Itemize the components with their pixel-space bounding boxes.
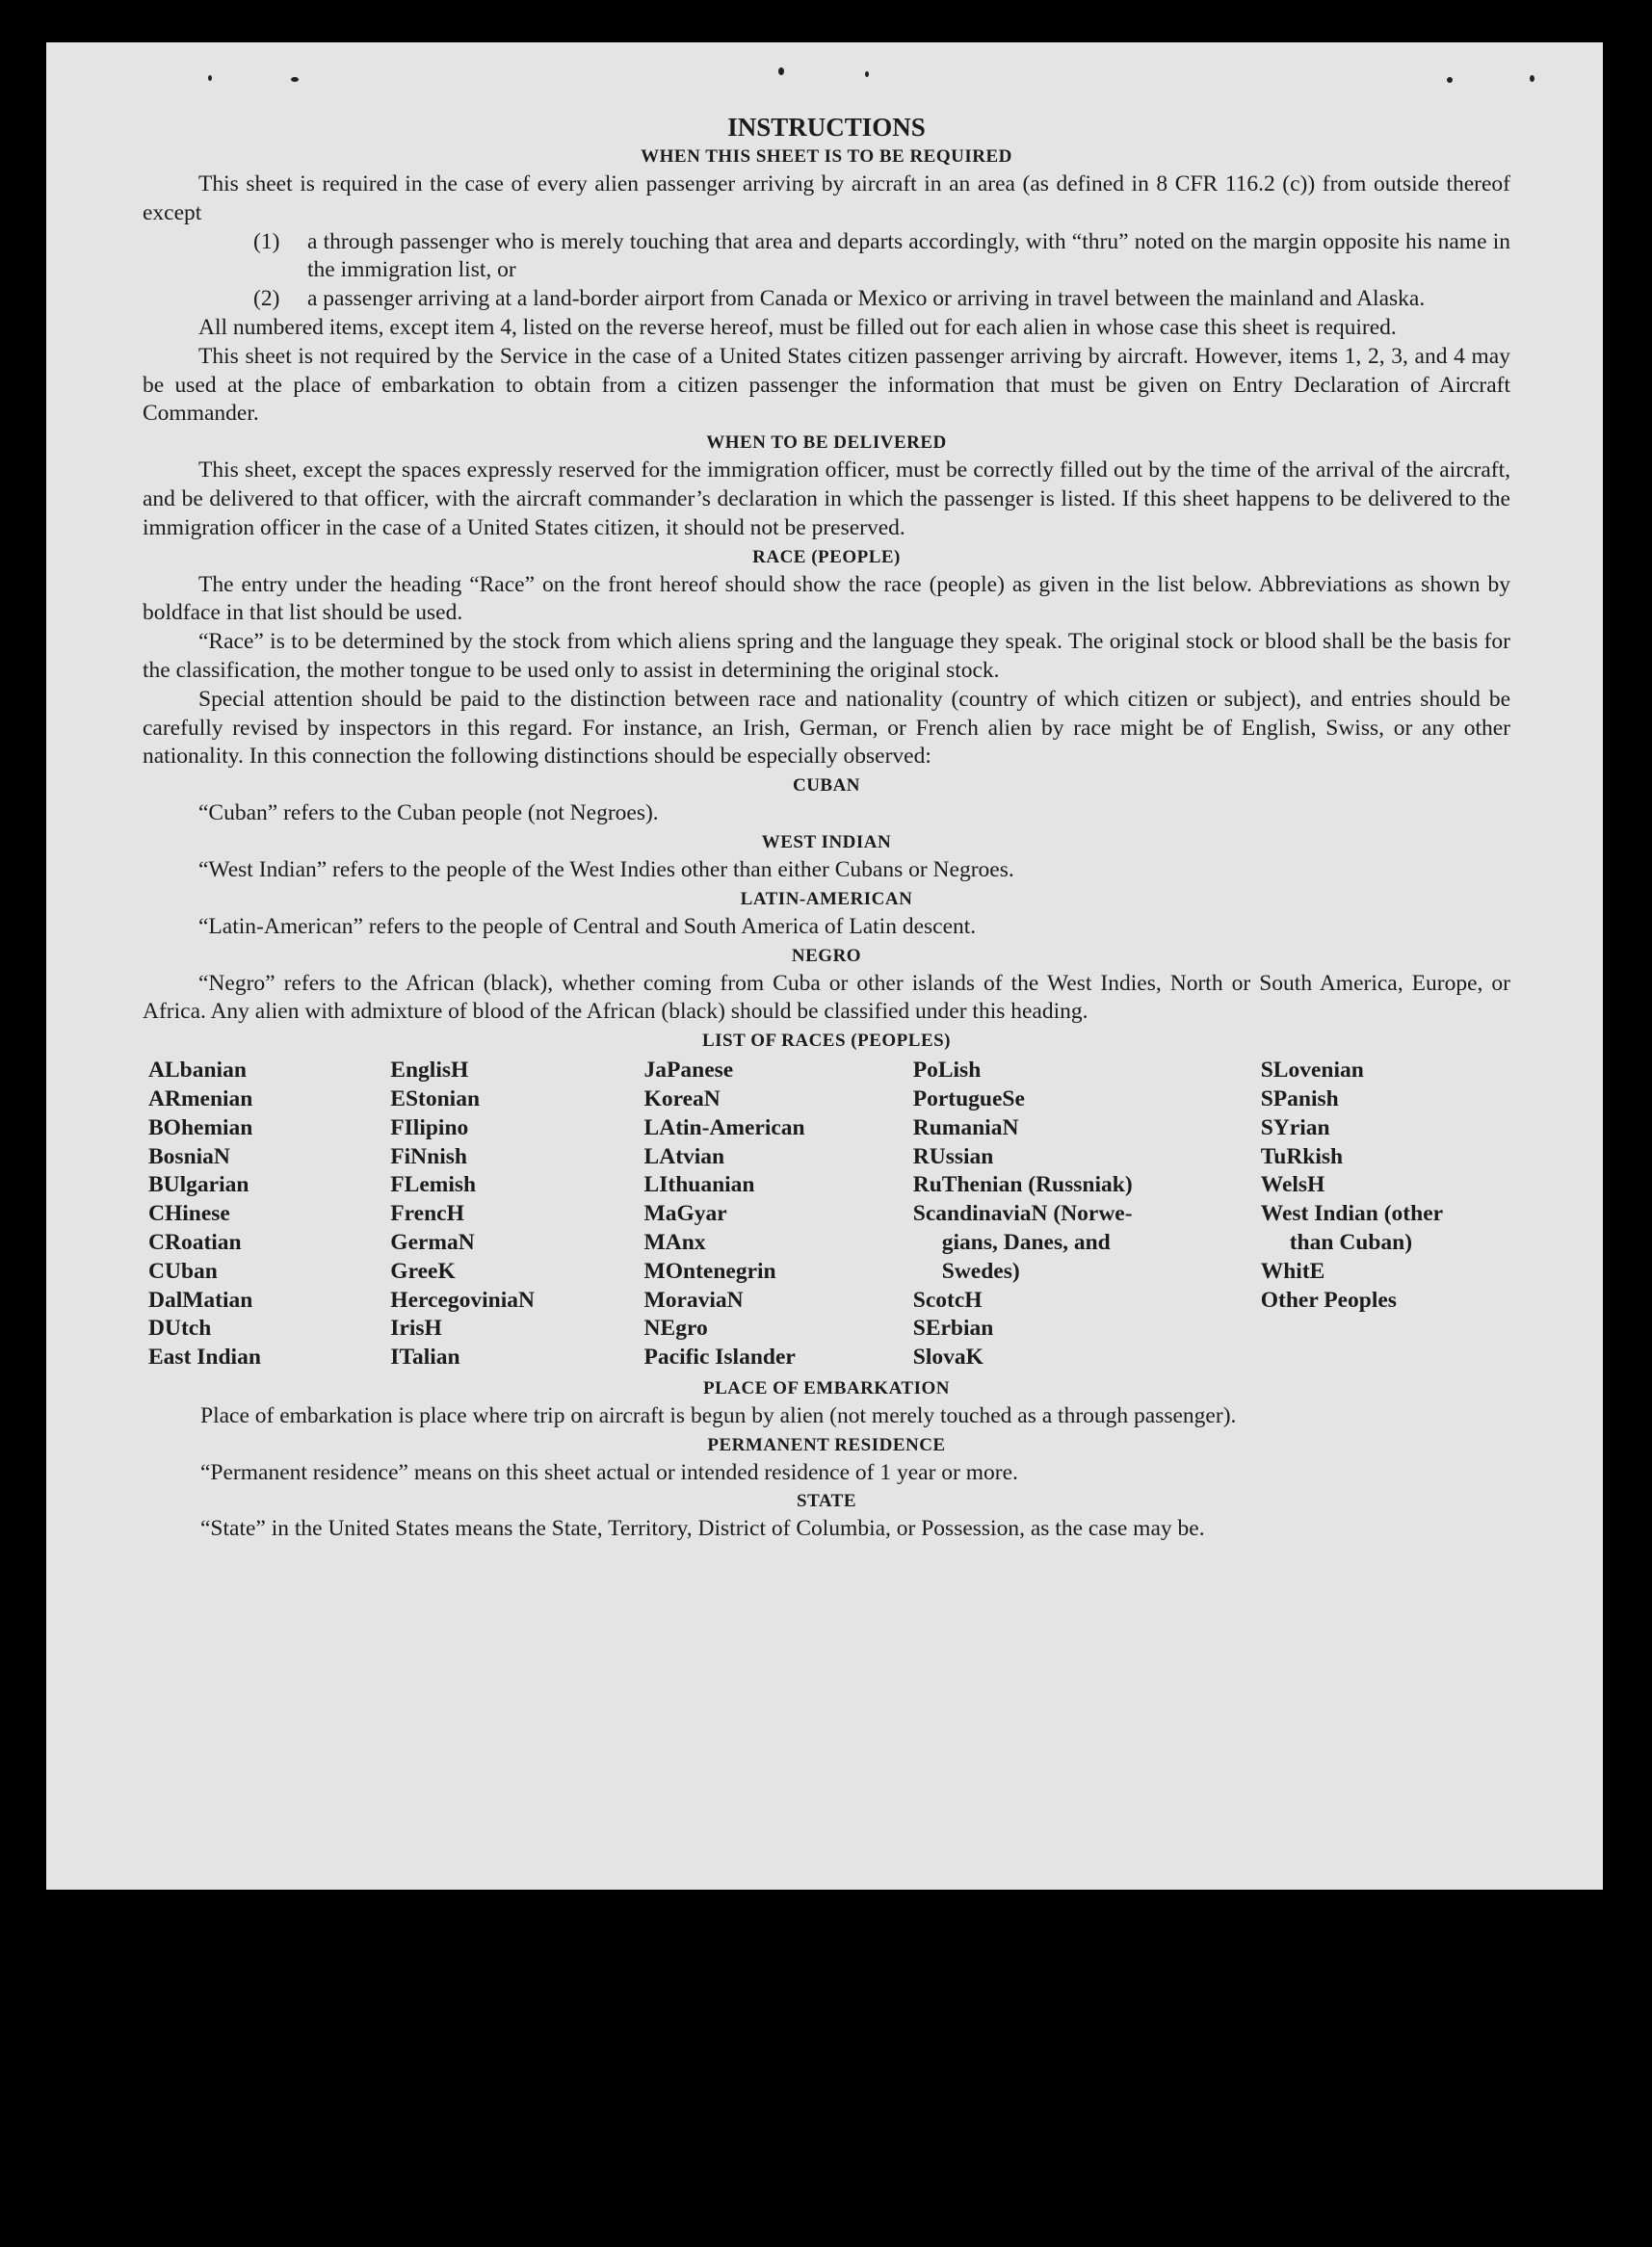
races-column-3 (644, 1057, 913, 1372)
paragraph: “West Indian” refers to the people of the West Indies other than either Cubans or Negroes. (198, 856, 1014, 882)
races-column-2 (390, 1057, 643, 1372)
race-entry: MOntenegrin (643, 1258, 776, 1284)
section-heading: LATIN-AMERICAN (740, 888, 913, 909)
race-entry: FrencH (390, 1201, 464, 1227)
race-entry: PoLish (912, 1058, 982, 1084)
list-item (143, 285, 1510, 314)
race-entry: DUtch (148, 1316, 212, 1342)
speck (291, 77, 299, 82)
race-entry: FLemish (390, 1172, 477, 1198)
section-heading: LIST OF RACES (PEOPLES) (701, 1031, 952, 1052)
speck (1447, 77, 1453, 83)
races-list (148, 1057, 1510, 1372)
section-heading: PERMANENT RESIDENCE (707, 1434, 946, 1455)
race-entry: ScandinaviaN (Norwe- (912, 1201, 1133, 1227)
paragraph: “Permanent residence” means on this sheet actual or intended residence of 1 year or more. (200, 1459, 1018, 1485)
race-entry: RuThenian (Russniak) (912, 1172, 1133, 1198)
page-title: INSTRUCTIONS (727, 113, 926, 142)
race-entry: SLovenian (1260, 1058, 1364, 1084)
race-entry: GermaN (390, 1229, 475, 1255)
instructions-content (143, 112, 1510, 1544)
race-entry: BUlgarian (148, 1172, 249, 1198)
race-entry: JaPanese (643, 1058, 734, 1084)
race-entry: ScotcH (912, 1287, 983, 1313)
section-heading: WHEN TO BE DELIVERED (706, 432, 947, 454)
races-column-5 (1261, 1057, 1510, 1372)
race-entry: WelsH (1260, 1172, 1325, 1198)
race-entry: ITalian (390, 1345, 460, 1371)
race-entry: HercegoviniaN (390, 1287, 535, 1313)
race-entry: CUban (148, 1258, 218, 1284)
speck (865, 71, 869, 77)
race-entry: EStonian (390, 1085, 481, 1111)
race-entry: MoraviaN (643, 1287, 744, 1313)
race-entry-continued: gians, Danes, and (941, 1229, 1111, 1255)
paragraph: All numbered items, except item 4, listed on the reverse hereof, must be filled out for each alien in whose case this sheet is required. (198, 314, 1397, 340)
paragraph: This sheet, except the spaces expressly reserved for the immigration officer, must be correctly filled out by the time of the arrival of the aircraft, and be delivered to that officer, with the aircraft commander’s declaration in which the passenger is listed. If this sheet happens to be delivered to the immigration officer in the case of a United States citizen, it should not be preserved. (143, 457, 1510, 540)
item-number: (2) (253, 286, 280, 312)
paragraph: This sheet is not required by the Service in the case of a United States citizen passenger arriving by aircraft. However, items 1, 2, 3, and 4 may be used at the place of embarkation to obtain from a citizen passenger the information that must be given on Entry Declaration of Aircraft Commander. (143, 343, 1510, 427)
paragraph: Special attention should be paid to the distinction between race and nationality (country of which citizen or subject), and entries should be carefully revised by inspectors in this regard. For instance, an Irish, German, or French alien by race might be of English, Swiss, or any other nationality. In this connection the following distinctions should be especially observed: (143, 686, 1510, 770)
races-column-1 (148, 1057, 390, 1372)
race-entry: SlovaK (912, 1345, 983, 1371)
races-column-4 (913, 1057, 1261, 1372)
speck (778, 67, 784, 75)
race-entry: TuRkish (1260, 1143, 1344, 1169)
speck (208, 75, 212, 81)
race-entry: BOhemian (148, 1114, 253, 1140)
paragraph: “Cuban” refers to the Cuban people (not Negroes). (198, 800, 659, 826)
race-entry: MAnx (643, 1229, 706, 1255)
section-heading: RACE (PEOPLE) (752, 546, 901, 567)
race-entry: CHinese (148, 1201, 230, 1227)
race-entry: LAtin-American (643, 1114, 805, 1140)
race-entry: West Indian (other (1260, 1201, 1444, 1227)
race-entry: CRoatian (148, 1229, 242, 1255)
document-page (46, 42, 1603, 1890)
list-item (143, 228, 1510, 286)
section-heading: STATE (797, 1491, 856, 1512)
item-text: a through passenger who is merely touching that area and departs accordingly, with “thru” noted on the margin opposite his name in the immigration list, or (307, 228, 1510, 283)
section-heading: PLACE OF EMBARKATION (703, 1377, 950, 1398)
race-entry: BosniaN (148, 1143, 230, 1169)
race-entry: RUssian (912, 1143, 994, 1169)
section-heading: WHEN THIS SHEET IS TO BE REQUIRED (641, 146, 1012, 167)
paragraph: “Negro” refers to the African (black), whether coming from Cuba or other islands of the West Indies, North or South America, Europe, or Africa. Any alien with admixture of blood of the African (black) should be classified under this heading. (143, 970, 1510, 1025)
speck (1530, 75, 1534, 82)
race-entry: ARmenian (148, 1085, 253, 1111)
item-number: (1) (253, 228, 280, 254)
paragraph: This sheet is required in the case of every alien passenger arriving by aircraft in an area (as defined in 8 CFR 116.2 (c)) from outside thereof except (143, 171, 1510, 225)
race-entry: Other Peoples (1260, 1287, 1397, 1313)
race-entry: DalMatian (148, 1287, 253, 1313)
race-entry: LAtvian (643, 1143, 725, 1169)
race-entry: EnglisH (390, 1058, 469, 1084)
section-heading: WEST INDIAN (761, 831, 892, 852)
paragraph: “Latin-American” refers to the people of Central and South America of Latin descent. (198, 913, 977, 939)
race-entry: NEgro (643, 1316, 708, 1342)
race-entry: SErbian (912, 1316, 994, 1342)
race-entry-continued: Swedes) (941, 1258, 1020, 1284)
race-entry: East Indian (148, 1345, 261, 1371)
race-entry: Pacific Islander (643, 1345, 796, 1371)
race-entry: GreeK (390, 1258, 456, 1284)
paragraph: “State” in the United States means the State, Territory, District of Columbia, or Possession, as the case may be. (200, 1516, 1205, 1542)
race-entry: WhitE (1260, 1258, 1325, 1284)
race-entry: PortugueSe (912, 1085, 1025, 1111)
section-heading: NEGRO (791, 945, 862, 966)
race-entry: RumaniaN (912, 1114, 1019, 1140)
paragraph: Place of embarkation is place where trip on aircraft is begun by alien (not merely touched as a through passenger). (200, 1402, 1237, 1428)
race-entry: KoreaN (643, 1085, 721, 1111)
race-entry: SYrian (1260, 1114, 1330, 1140)
race-entry-continued: than Cuban) (1289, 1229, 1413, 1255)
race-entry: FIlipino (390, 1114, 469, 1140)
race-entry: LIthuanian (643, 1172, 755, 1198)
section-heading: CUBAN (792, 775, 861, 797)
race-entry: SPanish (1260, 1085, 1339, 1111)
item-text: a passenger arriving at a land-border airport from Canada or Mexico or arriving in travel between the mainland and Alaska. (307, 286, 1426, 312)
race-entry: MaGyar (643, 1201, 727, 1227)
race-entry: IrisH (390, 1316, 442, 1342)
paragraph: “Race” is to be determined by the stock from which aliens spring and the language they speak. The original stock or blood shall be the basis for the classification, the mother tongue to be used only to assist in determining the original stock. (143, 629, 1510, 683)
race-entry: FiNnish (390, 1143, 467, 1169)
race-entry: ALbanian (148, 1058, 247, 1084)
paragraph: The entry under the heading “Race” on the front hereof should show the race (people) as given in the list below. Abbreviations as shown by boldface in that list should be used. (143, 571, 1510, 626)
